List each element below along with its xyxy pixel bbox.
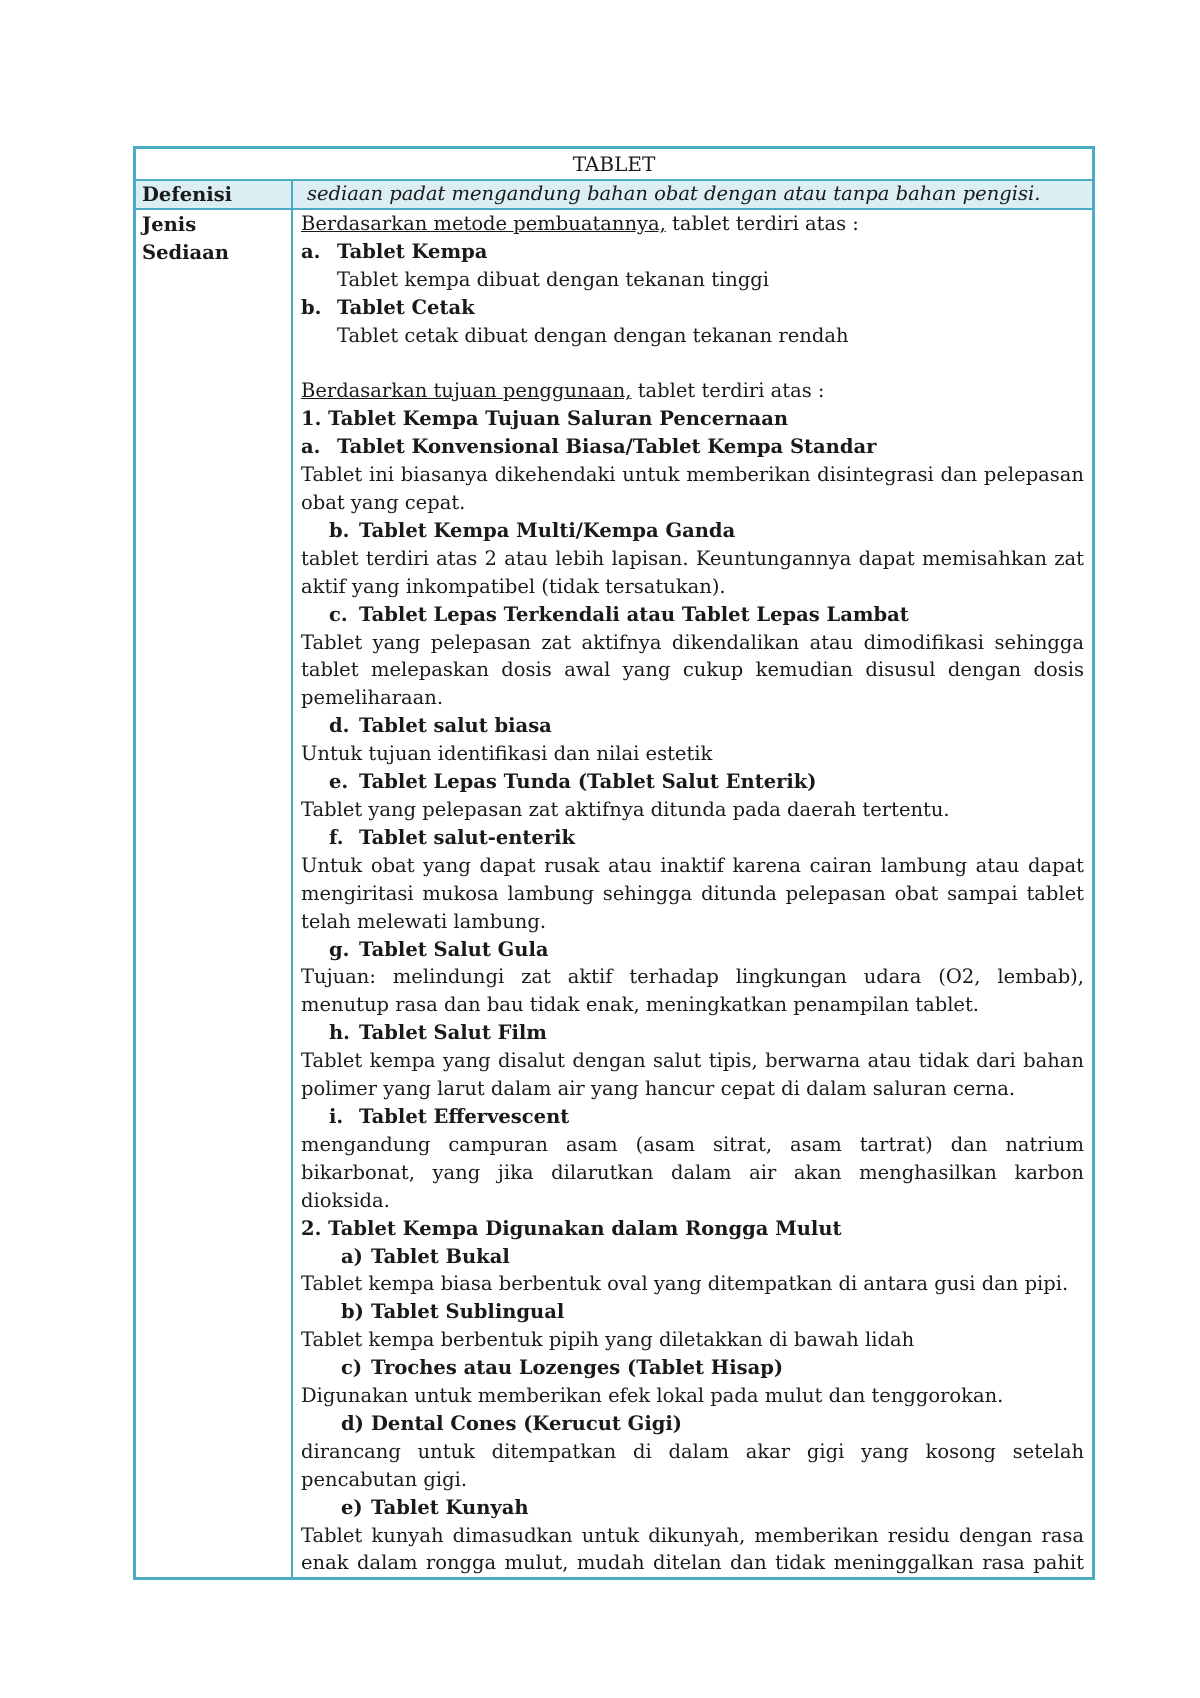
method-item bbox=[301, 294, 1084, 322]
list-item-desc: tablet terdiri atas 2 atau lebih lapisan. Keuntungannya dapat memisahkan zat aktif yang inkompatibel (tidak tersatukan). bbox=[301, 546, 1084, 598]
list-marker: d) bbox=[341, 1411, 364, 1435]
group1-item bbox=[301, 601, 1084, 629]
group1-item bbox=[301, 517, 1084, 545]
list-marker: a. bbox=[301, 239, 321, 263]
jenis-label-line2: Sediaan bbox=[142, 241, 229, 264]
group2-title: 2. Tablet Kempa Digunakan dalam Rongga Mulut bbox=[301, 1216, 842, 1240]
list-item-title: Tablet Kunyah bbox=[371, 1495, 529, 1519]
purpose-heading bbox=[301, 377, 1084, 405]
list-item-desc: Tablet kempa dibuat dengan tekanan tinggi bbox=[337, 267, 770, 291]
group2-item bbox=[301, 1354, 1084, 1382]
group1-item bbox=[301, 712, 1084, 740]
definition-label: Defenisi bbox=[135, 180, 293, 209]
list-marker: i. bbox=[329, 1104, 344, 1128]
spacer bbox=[301, 350, 1084, 378]
group1-item bbox=[301, 1103, 1084, 1131]
list-item-title: Tablet Sublingual bbox=[371, 1300, 565, 1324]
list-marker: e. bbox=[329, 770, 349, 794]
definition-row bbox=[135, 180, 1094, 209]
jenis-content bbox=[292, 209, 1094, 1579]
list-item-desc: Tablet kempa yang disalut dengan salut tipis, berwarna atau tidak dari bahan polimer yang larut dalam air yang hancur cepat di dalam saluran cerna. bbox=[301, 1049, 1084, 1101]
group1-item bbox=[301, 824, 1084, 852]
list-item-title: Tablet Lepas Tunda (Tablet Salut Enterik) bbox=[359, 770, 817, 794]
list-marker: b. bbox=[301, 295, 322, 319]
list-item-title: Tablet salut biasa bbox=[359, 714, 552, 738]
list-item-title: Tablet Konvensional Biasa/Tablet Kempa Standar bbox=[337, 435, 877, 459]
list-marker: g. bbox=[329, 937, 350, 961]
list-marker: b) bbox=[341, 1300, 364, 1324]
list-marker: a) bbox=[341, 1244, 363, 1268]
list-marker: b. bbox=[329, 518, 350, 542]
purpose-heading-underlined: Berdasarkan tujuan penggunaan, bbox=[301, 379, 632, 403]
method-heading-underlined: Berdasarkan metode pembuatannya, bbox=[301, 212, 666, 235]
group1-item bbox=[301, 433, 1084, 461]
list-item-desc: Untuk obat yang dapat rusak atau inaktif karena cairan lambung atau dapat mengiritasi mukosa lambung sehingga ditunda pelepasan obat sampai tablet telah melewati lambung. bbox=[301, 853, 1084, 933]
group1-item bbox=[301, 768, 1084, 796]
list-item-desc: Tablet kempa berbentuk pipih yang diletakkan di bawah lidah bbox=[301, 1328, 915, 1352]
list-item-desc: Untuk tujuan identifikasi dan nilai estetik bbox=[301, 742, 713, 766]
group2-item bbox=[301, 1494, 1084, 1522]
list-item-title: Troches atau Lozenges (Tablet Hisap) bbox=[371, 1356, 784, 1380]
list-item-title: Tablet Kempa Multi/Kempa Ganda bbox=[359, 518, 736, 542]
group1-item bbox=[301, 1019, 1084, 1047]
list-item-desc: Tablet ini biasanya dikehendaki untuk memberikan disintegrasi dan pelepasan obat yang cepat. bbox=[301, 463, 1084, 515]
definition-text: sediaan padat mengandung bahan obat dengan atau tanpa bahan pengisi. bbox=[292, 180, 1094, 209]
jenis-label-line1: Jenis bbox=[142, 213, 197, 236]
method-item bbox=[301, 238, 1084, 266]
list-item-desc: Tablet yang pelepasan zat aktifnya ditunda pada daerah tertentu. bbox=[301, 798, 950, 822]
list-item-desc: Tablet kempa biasa berbentuk oval yang ditempatkan di antara gusi dan pipi. bbox=[301, 1272, 1069, 1296]
table-title: TABLET bbox=[135, 148, 1094, 181]
group2-item bbox=[301, 1243, 1084, 1271]
list-marker: d. bbox=[329, 714, 350, 738]
group2-item bbox=[301, 1298, 1084, 1326]
list-item-title: Tablet Effervescent bbox=[359, 1104, 570, 1128]
list-item-desc: dirancang untuk ditempatkan di dalam akar gigi yang kosong setelah pencabutan gigi. bbox=[301, 1439, 1084, 1491]
purpose-heading-rest: tablet terdiri atas : bbox=[631, 379, 825, 403]
list-item-desc: Tujuan: melindungi zat aktif terhadap lingkungan udara (O2, lembab), menutup rasa dan bau tidak enak, meningkatkan penampilan tablet. bbox=[301, 965, 1084, 1017]
list-item-title: Tablet Salut Film bbox=[359, 1021, 547, 1045]
list-marker: f. bbox=[329, 825, 344, 849]
jenis-row bbox=[135, 209, 1094, 1579]
list-marker: h. bbox=[329, 1021, 350, 1045]
list-marker: e) bbox=[341, 1495, 363, 1519]
list-item-title: Tablet Bukal bbox=[371, 1244, 510, 1268]
list-item-desc: Tablet yang pelepasan zat aktifnya dikendalikan atau dimodifikasi sehingga tablet melepaskan dosis awal yang cukup kemudian disusul dengan dosis pemeliharaan. bbox=[301, 630, 1084, 710]
list-marker: c. bbox=[329, 602, 348, 626]
jenis-label bbox=[135, 209, 293, 1579]
list-marker: c) bbox=[341, 1356, 363, 1380]
list-marker: a. bbox=[301, 435, 321, 459]
list-item-desc: Tablet cetak dibuat dengan dengan tekanan rendah bbox=[337, 323, 849, 347]
list-item-title: Dental Cones (Kerucut Gigi) bbox=[371, 1411, 682, 1435]
list-item-desc: Tablet kunyah dimasudkan untuk dikunyah, memberikan residu dengan rasa enak dalam rongga mulut, mudah ditelan dan tidak meninggalkan rasa pahit bbox=[301, 1523, 1084, 1575]
list-item-desc: mengandung campuran asam (asam sitrat, asam tartrat) dan natrium bikarbonat, yang jika dilarutkan dalam air akan menghasilkan karbon dioksida. bbox=[301, 1132, 1084, 1212]
method-heading-rest: tablet terdiri atas : bbox=[665, 212, 859, 235]
list-item-title: Tablet Cetak bbox=[337, 295, 475, 319]
list-item-title: Tablet Lepas Terkendali atau Tablet Lepas Lambat bbox=[359, 602, 909, 626]
group2-item bbox=[301, 1410, 1084, 1438]
group1-title: 1. Tablet Kempa Tujuan Saluran Pencernaan bbox=[301, 407, 789, 431]
list-item-title: Tablet salut-enterik bbox=[359, 825, 576, 849]
tablet-table bbox=[133, 146, 1095, 1580]
group1-item bbox=[301, 936, 1084, 964]
list-item-title: Tablet Kempa bbox=[337, 239, 488, 263]
method-heading bbox=[301, 210, 1084, 238]
list-item-title: Tablet Salut Gula bbox=[359, 937, 549, 961]
list-item-desc: Digunakan untuk memberikan efek lokal pada mulut dan tenggorokan. bbox=[301, 1384, 1004, 1408]
